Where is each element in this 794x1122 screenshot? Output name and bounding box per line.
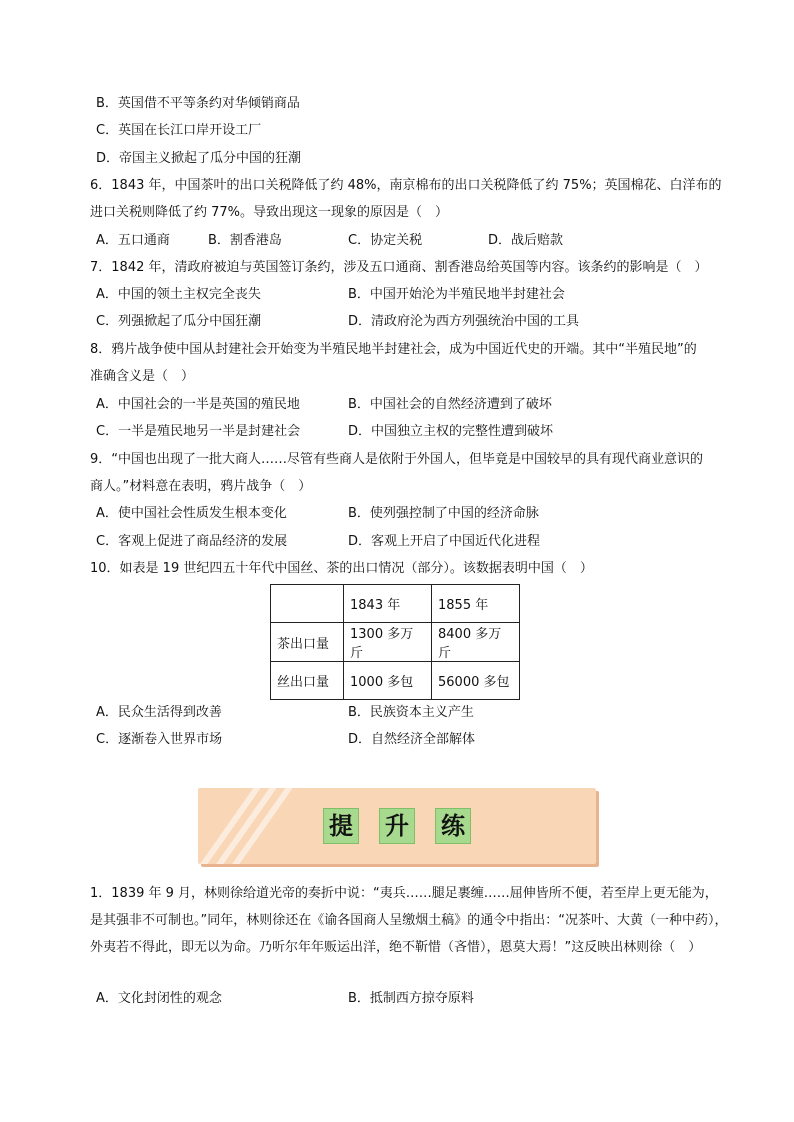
question-7-stem: 7．1842 年，清政府被迫与英国签订条约，涉及五口通商、割香港岛给英国等内容。该条约的影响是（ ）	[90, 260, 708, 275]
question-8-option-c: C．一半是殖民地另一半是封建社会	[96, 424, 301, 439]
question-7-option-d: D．清政府沦为西方列强统治中国的工具	[348, 314, 580, 329]
table-cell: 丝出口量	[271, 662, 344, 700]
practice-1-option-a: A．文化封闭性的观念	[96, 991, 222, 1006]
question-6-option-d: D．战后赔款	[488, 233, 564, 248]
table-cell: 1843 年	[344, 585, 432, 623]
question-10-option-c: C．逐渐卷入世界市场	[96, 732, 223, 747]
question-9-stem-line1: 9．“中国也出现了一批大商人……尽管有些商人是依附于外国人，但毕竟是中国较早的具有现代商业意识的	[90, 452, 704, 467]
export-table	[270, 584, 520, 700]
practice-1-stem: 1．1839 年 9 月，林则徐给道光帝的奏折中说：“夷兵……腿足裹缠……屈伸皆所不便，若至岸上更无能为，是其强非不可制也。”同年，林则徐还在《谕各国商人呈缴烟土稿》的通令中指出：“况茶叶、大黄（一种中药），外夷若不得此，即无以为命。乃听尔年年贩运出洋，绝不靳惜（吝惜），恩莫大焉！”这反映出林则徐（ ）	[90, 886, 728, 955]
option-b: B．英国借不平等条约对华倾销商品	[96, 96, 300, 111]
question-9-option-b: B．使列强控制了中国的经济命脉	[348, 506, 539, 521]
question-8-stem-line1: 8．鸦片战争使中国从封建社会开始变为半殖民地半封建社会，成为中国近代史的开端。其中“半殖民地”的	[90, 342, 697, 357]
question-8-option-d: D．中国独立主权的完整性遭到破坏	[348, 424, 554, 439]
banner-char: 练	[435, 808, 471, 844]
question-9-stem-line2: 商人。”材料意在表明，鸦片战争（ ）	[90, 479, 312, 494]
question-7-option-a: A．中国的领土主权完全丧失	[96, 287, 261, 302]
question-6-stem-line1: 6．1843 年，中国茶叶的出口关税降低了约 48%，南京棉布的出口关税降低了约 75%；英国棉花、白洋布的	[90, 178, 722, 193]
practice-1-option-b: B．抵制西方掠夺原料	[348, 991, 474, 1006]
question-10-stem: 10．如表是 19 世纪四五十年代中国丝、茶的出口情况（部分）。该数据表明中国（ ）	[90, 561, 593, 576]
table-cell: 8400 多万斤	[432, 623, 520, 662]
question-6-option-c: C．协定关税	[348, 233, 423, 248]
table-row	[271, 662, 520, 700]
table-cell: 1000 多包	[344, 662, 432, 700]
question-9-option-d: D．客观上开启了中国近代化进程	[348, 534, 541, 549]
question-10-option-a: A．民众生活得到改善	[96, 705, 222, 720]
table-cell: 56000 多包	[432, 662, 520, 700]
question-6-option-a: A．五口通商	[96, 233, 170, 248]
question-7-option-c: C．列强掀起了瓜分中国狂潮	[96, 314, 262, 329]
banner-title	[198, 808, 596, 844]
banner-char: 升	[379, 808, 415, 844]
banner-char: 提	[323, 808, 359, 844]
question-6-stem-line2: 进口关税则降低了约 77%。导致出现这一现象的原因是（ ）	[90, 205, 449, 220]
question-8-stem-line2: 准确含义是（ ）	[90, 369, 195, 384]
table-cell	[271, 585, 344, 623]
table-header-row	[271, 585, 520, 623]
question-9-option-a: A．使中国社会性质发生根本变化	[96, 506, 287, 521]
option-c: C．英国在长江口岸开设工厂	[96, 123, 262, 138]
table-cell: 1855 年	[432, 585, 520, 623]
question-10-option-b: B．民族资本主义产生	[348, 705, 474, 720]
table-cell: 茶出口量	[271, 623, 344, 662]
question-9-option-c: C．客观上促进了商品经济的发展	[96, 534, 288, 549]
question-7-option-b: B．中国开始沦为半殖民地半封建社会	[348, 287, 565, 302]
question-10-option-d: D．自然经济全部解体	[348, 732, 476, 747]
table-cell: 1300 多万斤	[344, 623, 432, 662]
question-8-option-b: B．中国社会的自然经济遭到了破坏	[348, 397, 552, 412]
question-6-option-b: B．割香港岛	[208, 233, 282, 248]
option-d: D．帝国主义掀起了瓜分中国的狂潮	[96, 151, 302, 166]
question-8-option-a: A．中国社会的一半是英国的殖民地	[96, 397, 300, 412]
table-row	[271, 623, 520, 662]
section-banner	[198, 788, 596, 864]
